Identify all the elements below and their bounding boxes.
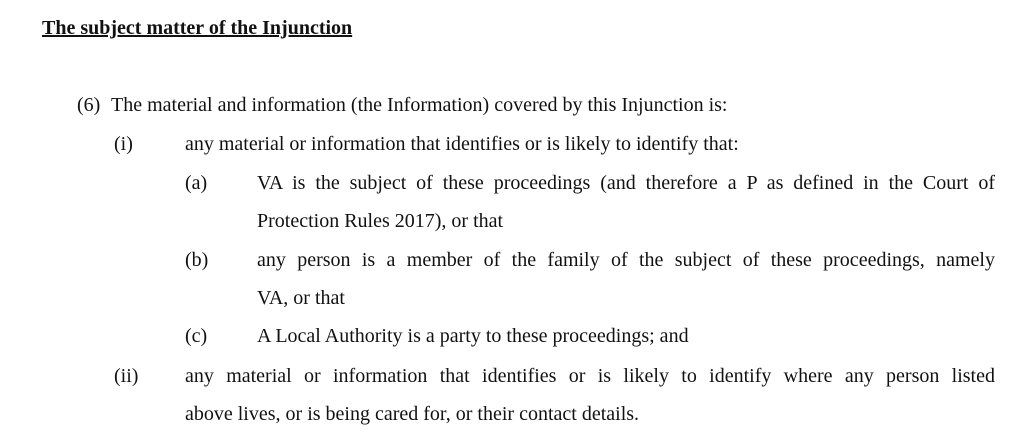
subitem-c-line-1: A Local Authority is a party to these proceedings; and — [257, 325, 689, 347]
subitem-label-b: (b) — [185, 249, 209, 271]
item-label-ii: (ii) — [114, 365, 139, 387]
paragraph-text: The material and information (the Information) covered by this Injunction is: — [111, 94, 728, 116]
subitem-b-line-2: VA, or that — [257, 287, 345, 309]
paragraph-number: (6) — [77, 94, 101, 116]
paragraph-6 — [77, 94, 727, 117]
item-ii-line-1: any material or information that identifies or is likely to identify where any person listed — [185, 365, 995, 387]
subitem-a-line-2: Protection Rules 2017), or that — [257, 210, 504, 232]
item-ii-line-2: above lives, or is being cared for, or their contact details. — [185, 403, 640, 425]
item-label-i: (i) — [114, 133, 133, 155]
subitem-label-a: (a) — [185, 172, 208, 194]
item-i-line-1: any material or information that identifies or is likely to identify that: — [185, 133, 739, 155]
subitem-b-line-1: any person is a member of the family of the subject of these proceedings, namely — [257, 249, 995, 271]
section-heading: The subject matter of the Injunction — [42, 17, 353, 39]
subitem-a-line-1: VA is the subject of these proceedings (and therefore a P as defined in the Court of — [257, 172, 995, 194]
subitem-label-c: (c) — [185, 325, 208, 347]
